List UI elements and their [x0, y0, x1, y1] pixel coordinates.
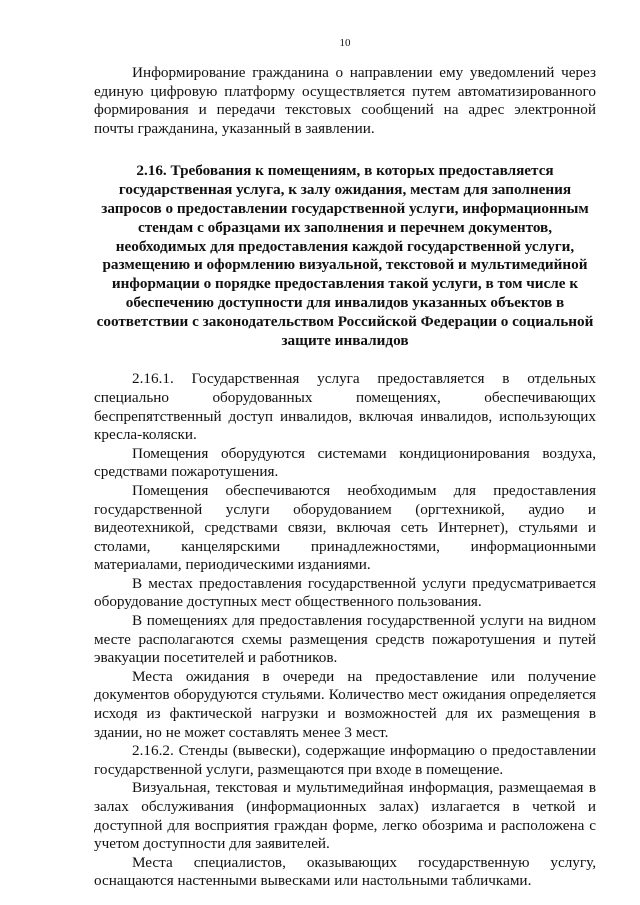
paragraph: В местах предоставления государственной услуги предусматривается оборудование доступных мест общественного пользования.	[94, 574, 596, 611]
section-heading: 2.16. Требования к помещениям, в которых предоставляется государственная услуга, к залу ожидания, местам для заполнения запросов о предоставлении государственной услуги, информационным стендам с образцами их заполнения и перечнем документов, необходимых для предоставления каждой государственной услуги, размещению и оформлению визуальной, текстовой и мультимедийной информации о порядке предоставления такой услуги, в том числе к обеспечению доступности для инвалидов указанных объектов в соответствии с законодательством Российской Федерации о социальной защите инвалидов	[96, 162, 594, 349]
paragraph: Помещения обеспечиваются необходимым для предоставления государственной услуги оборудованием (оргтехникой, аудио и видеотехникой, средствами связи, включая сеть Интернет), стульями и столами, канцелярскими принадлежностями, информационными материалами, периодическими изданиями.	[94, 481, 596, 574]
paragraph: Помещения оборудуются системами кондиционирования воздуха, средствами пожаротушения.	[94, 444, 596, 481]
paragraph: Места ожидания в очереди на предоставление или получение документов оборудуются стульями. Количество мест ожидания определяется исходя из фактической нагрузки и возможностей для их размещения в здании, но не может составлять менее 3 мест.	[94, 667, 596, 741]
paragraph: 2.16.1. Государственная услуга предоставляется в отдельных специально оборудованных помещениях, обеспечивающих беспрепятственный доступ инвалидов, включая инвалидов, использующих кресла-коляски.	[94, 370, 596, 444]
intro-paragraph: Информирование гражданина о направлении ему уведомлений через единую цифровую платформу осуществляется путем автоматизированного формирования и передачи текстовых сообщений на адрес электронной почты гражданина, указанный в заявлении.	[94, 64, 596, 137]
paragraph: Места специалистов, оказывающих государственную услугу, оснащаются настенными вывесками или настольными табличками.	[94, 853, 596, 890]
page-number: 10	[339, 37, 351, 49]
paragraph: 2.16.2. Стенды (вывески), содержащие информацию о предоставлении государственной услуги, размещаются при входе в помещение.	[94, 742, 596, 778]
document-body	[94, 64, 596, 891]
paragraph: Визуальная, текстовая и мультимедийная информация, размещаемая в залах обслуживания (информационных залах) излагается в четкой и доступной для восприятия граждан форме, легко обозрима и расположена с учетом доступности для заявителей.	[94, 779, 596, 853]
paragraph: В помещениях для предоставления государственной услуги на видном месте располагаются схемы размещения средств пожаротушения и путей эвакуации посетителей и работников.	[94, 612, 596, 667]
